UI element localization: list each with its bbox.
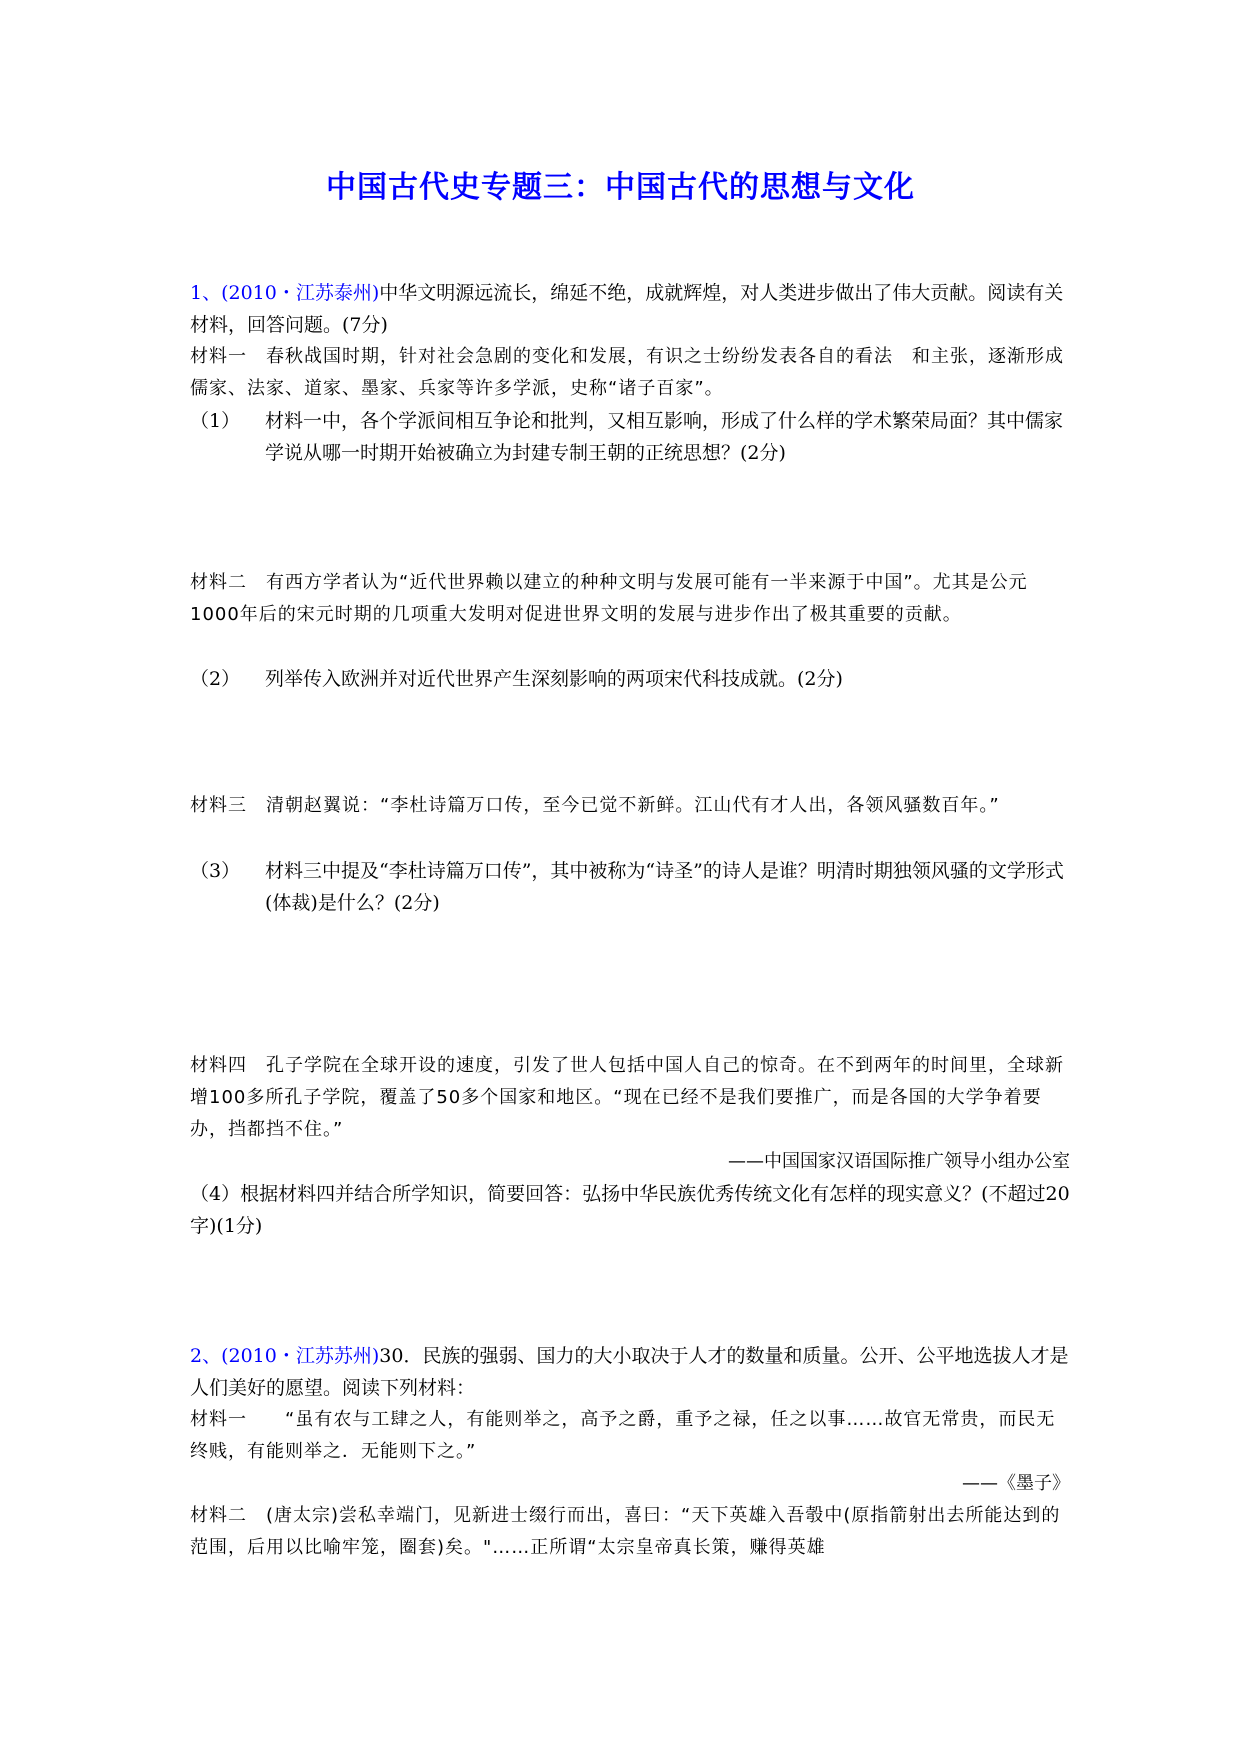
material-4: 材料四 孔子学院在全球开设的速度，引发了世人包括中国人自己的惊奇。在不到两年的时间里，全球新增100多所孔子学院，覆盖了50多个国家和地区。“现在已经不是我们要推广，而是各国的大学争着要办，挡都挡不住。”: [190, 1055, 1064, 1140]
material-1-source: ——《墨子》: [962, 1473, 1070, 1494]
sub-question-number: （2）: [190, 668, 241, 690]
sub-question-3: [190, 855, 1070, 919]
sub-question-1: [190, 405, 1070, 469]
question-2-label: 2、(2010・江苏苏州): [190, 1345, 380, 1367]
sub-question-text: 材料三中提及“李杜诗篇万口传”，其中被称为“诗圣”的诗人是谁？明清时期独领风骚的文学形式(体裁)是什么？(2分): [265, 860, 1064, 914]
sub-question-number: （1）: [190, 410, 241, 432]
question-1-label: 1、(2010・江苏泰州): [190, 282, 380, 304]
sub-question-number: （3）: [190, 860, 241, 882]
sub-question-text: 列举传入欧洲并对近代世界产生深刻影响的两项宋代科技成就。(2分): [265, 668, 843, 690]
material-2: 材料二 (唐太宗)尝私幸端门，见新进士缀行而出，喜曰：“天下英雄入吾彀中(原指箭射出去所能达到的范围，后用以比喻牢笼，圈套)矣。"……正所谓“太宗皇帝真长策，赚得英雄: [190, 1505, 1061, 1558]
question-2-intro: [190, 1340, 1070, 1404]
sub-question-text: 材料一中，各个学派间相互争论和批判，又相互影响，形成了什么样的学术繁荣局面？其中儒家学说从哪一时期开始被确立为封建专制王朝的正统思想？(2分): [265, 410, 1064, 464]
material-1: 材料一 “虽有农与工肆之人，有能则举之，高予之爵，重予之禄，任之以事……故官无常贵，而民无终贱，有能则举之．无能则下之。”: [190, 1409, 1056, 1462]
question-1-text: 中华文明源远流长，绵延不绝，成就辉煌，对人类进步做出了伟大贡献。阅读有关材料，回答问题。(7分): [190, 282, 1064, 336]
material-1: 材料一 春秋战国时期，针对社会急剧的变化和发展，有识之士纷纷发表各自的看法 和主张，逐渐形成儒家、法家、道家、墨家、兵家等许多学派，史称“诸子百家”。: [190, 346, 1064, 399]
question-2-text: 30．民族的强弱、国力的大小取决于人才的数量和质量。公开、公平地选拔人才是人们美好的愿望。阅读下列材料：: [190, 1345, 1069, 1399]
sub-question-2: [190, 663, 1070, 695]
question-1-intro: [190, 277, 1070, 341]
sub-question-4: （4）根据材料四并结合所学知识，简要回答：弘扬中华民族优秀传统文化有怎样的现实意义？(不超过20字)(1分): [190, 1183, 1070, 1237]
material-4-source: ——中国国家汉语国际推广领导小组办公室: [728, 1151, 1070, 1172]
material-2: 材料二 有西方学者认为“近代世界赖以建立的种种文明与发展可能有一半来源于中国”。尤其是公元1000年后的宋元时期的几项重大发明对促进世界文明的发展与进步作出了极其重要的贡献。: [190, 572, 1028, 625]
material-3: 材料三 清朝赵翼说：“李杜诗篇万口传，至今已觉不新鲜。江山代有才人出，各领风骚数百年。”: [190, 795, 1000, 816]
page-title: 中国古代史专题三：中国古代的思想与文化: [326, 170, 915, 205]
